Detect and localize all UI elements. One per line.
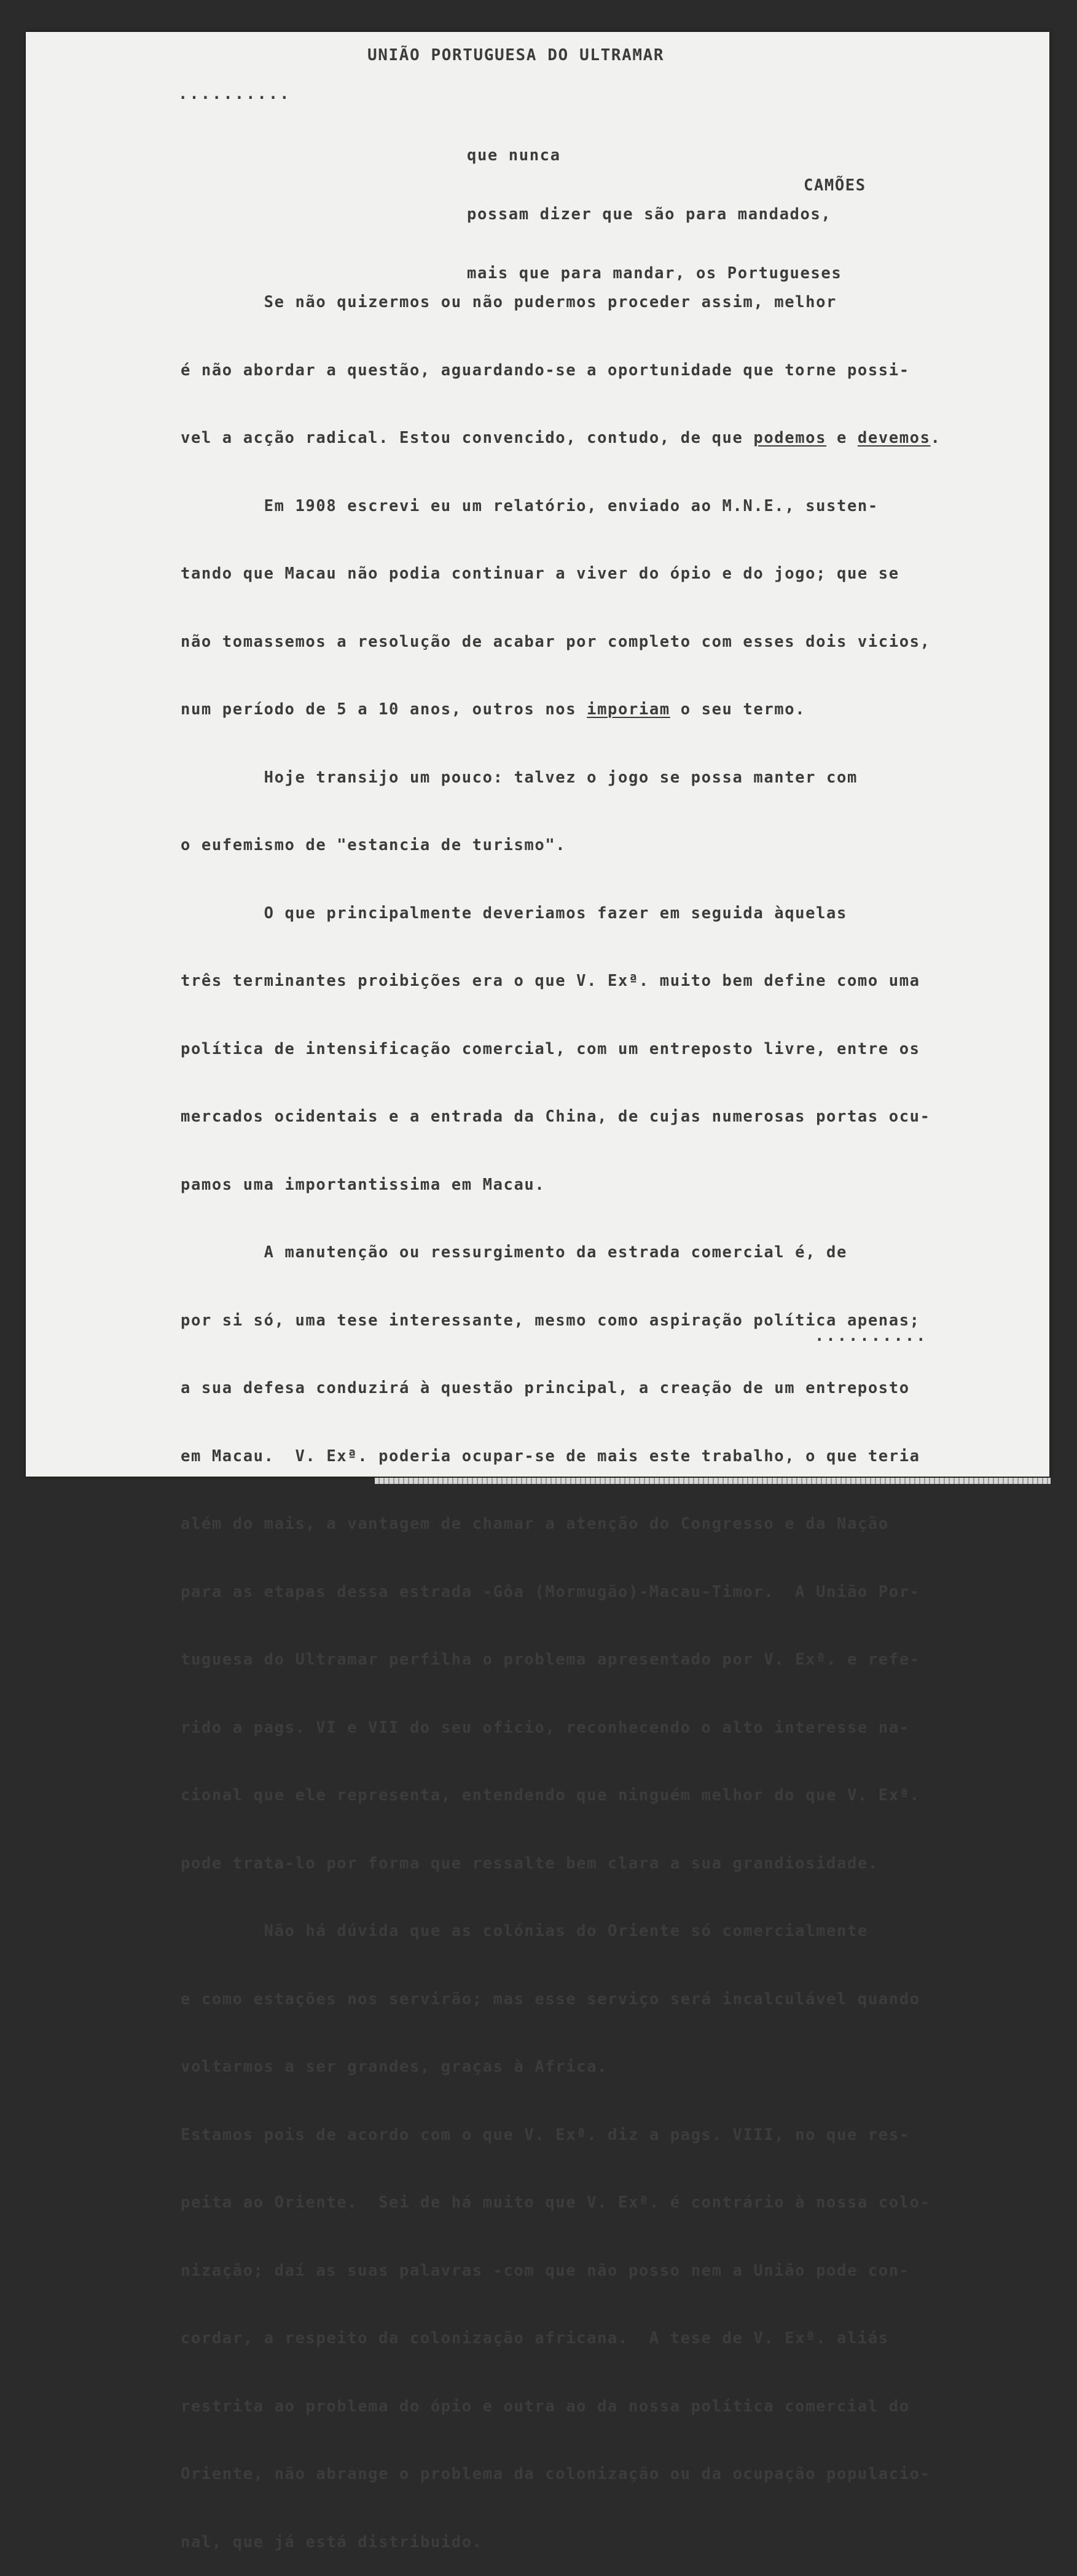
body-line: é não abordar a questão, aguardando-se a oportunidade que torne possi- [181,361,910,380]
body-line: cional que ele representa, entendendo que ninguém melhor do que V. Exª. [181,1786,920,1805]
continuation-dots-top: .......... [178,85,291,103]
continuation-dots-bottom: .......... [815,1327,928,1345]
body-line: A manutenção ou ressurgimento da estrada comercial é, de [181,1243,847,1262]
body-line: cordar, a respeito da colonização africana. A tese de V. Exª. aliás [181,2329,889,2348]
body-line: três terminantes proibições era o que V. Exª. muito bem define como uma [181,972,920,990]
body-line: Estamos pois de acordo com o que V. Exª. diz a pags. VIII, no que res- [181,2125,910,2144]
quote-line: mais que para mandar, os Portugueses [467,264,842,283]
body-line: restrita ao problema do ópio e outra ao da nossa política comercial do [181,2397,910,2416]
body-line: o eufemismo de "estancia de turismo". [181,836,566,854]
body-line: nal, que já está distribuido. [181,2532,483,2551]
body-line: rido a pags. VI e VII do seu oficio, reconhecendo o alto interesse na- [181,1718,910,1737]
body-line: voltarmos a ser grandes, graças à Africa. [181,2058,608,2076]
body-line: em Macau. V. Exª. poderia ocupar-se de mais este trabalho, o que teria [181,1446,920,1466]
body-line: mercados ocidentais e a entrada da China, de cujas numerosas portas ocu- [181,1107,931,1126]
body-line: tuguesa do Ultramar perfilha o problema apresentado por V. Exª. e refe- [181,1650,920,1669]
quote-author: CAMÕES [804,176,866,195]
underlined-word: imporiam [587,700,670,719]
body-line: tando que Macau não podia continuar a viver do ópio e do jogo; que se [181,564,899,583]
body-line [181,423,1010,454]
body-line: Oriente, não abrange o problema da colonização ou da ocupação populacio- [181,2465,931,2483]
body-line-text: e [826,429,858,447]
body-line-text: vel a acção radical. Estou convencido, contudo, de que [181,429,754,447]
underlined-word: podemos [753,429,827,447]
underlined-word: devemos [857,429,931,447]
body-line-text: . [930,429,941,447]
body-line: Se não quizermos ou não pudermos proceder assim, melhor [181,293,837,311]
body-line-text: num período de 5 a 10 anos, outros nos [181,700,587,719]
quote-line: possam dizer que são para mandados, [467,205,832,224]
body-line: Hoje transijo um pouco: talvez o jogo se possa manter com [181,768,858,787]
body-line: Não há dúvida que as colónias do Oriente só comercialmente [181,1922,868,1940]
scan-color-strip [375,1478,1051,1484]
body-line: Em 1908 escrevi eu um relatório, enviado ao M.N.E., susten- [181,496,879,515]
body-line: a sua defesa conduzirá à questão principal, a creação de um entreposto [181,1379,910,1397]
body-line: política de intensificação comercial, com um entreposto livre, entre os [181,1039,920,1058]
body-line: e como estações nos servirão; mas esse serviço será incalculável quando [181,1989,920,2008]
body-line: por si só, uma tese interessante, mesmo como aspiração política apenas; [181,1311,920,1330]
body-line-text: o seu termo. [670,700,806,719]
body-line: pamos uma importantissima em Macau. [181,1175,546,1194]
letter-body [181,250,1010,2576]
body-line: peita ao Oriente. Sei de há muito que V. Exª. é contrário à nossa colo- [181,2193,931,2212]
letterhead-title: UNIÃO PORTUGUESA DO ULTRAMAR [367,46,665,64]
body-line: para as etapas dessa estrada -Gôa (Mormugão)-Macau-Timor. A União Por- [181,1582,920,1601]
body-line: pode trata-lo por forma que ressalte bem clara a sua grandiosidade. [181,1854,879,1873]
body-line: nização; daí as suas palavras -com que não posso nem a União pode con- [181,2261,910,2280]
quote-line: que nunca [467,146,561,165]
body-line: além do mais, a vantagem de chamar a atenção do Congresso e da Nação [181,1515,889,1533]
body-line [181,694,1010,725]
body-line: não tomassemos a resolução de acabar por completo com esses dois vicios, [181,632,931,651]
body-line: O que principalmente deveriamos fazer em seguida àquelas [181,904,847,923]
